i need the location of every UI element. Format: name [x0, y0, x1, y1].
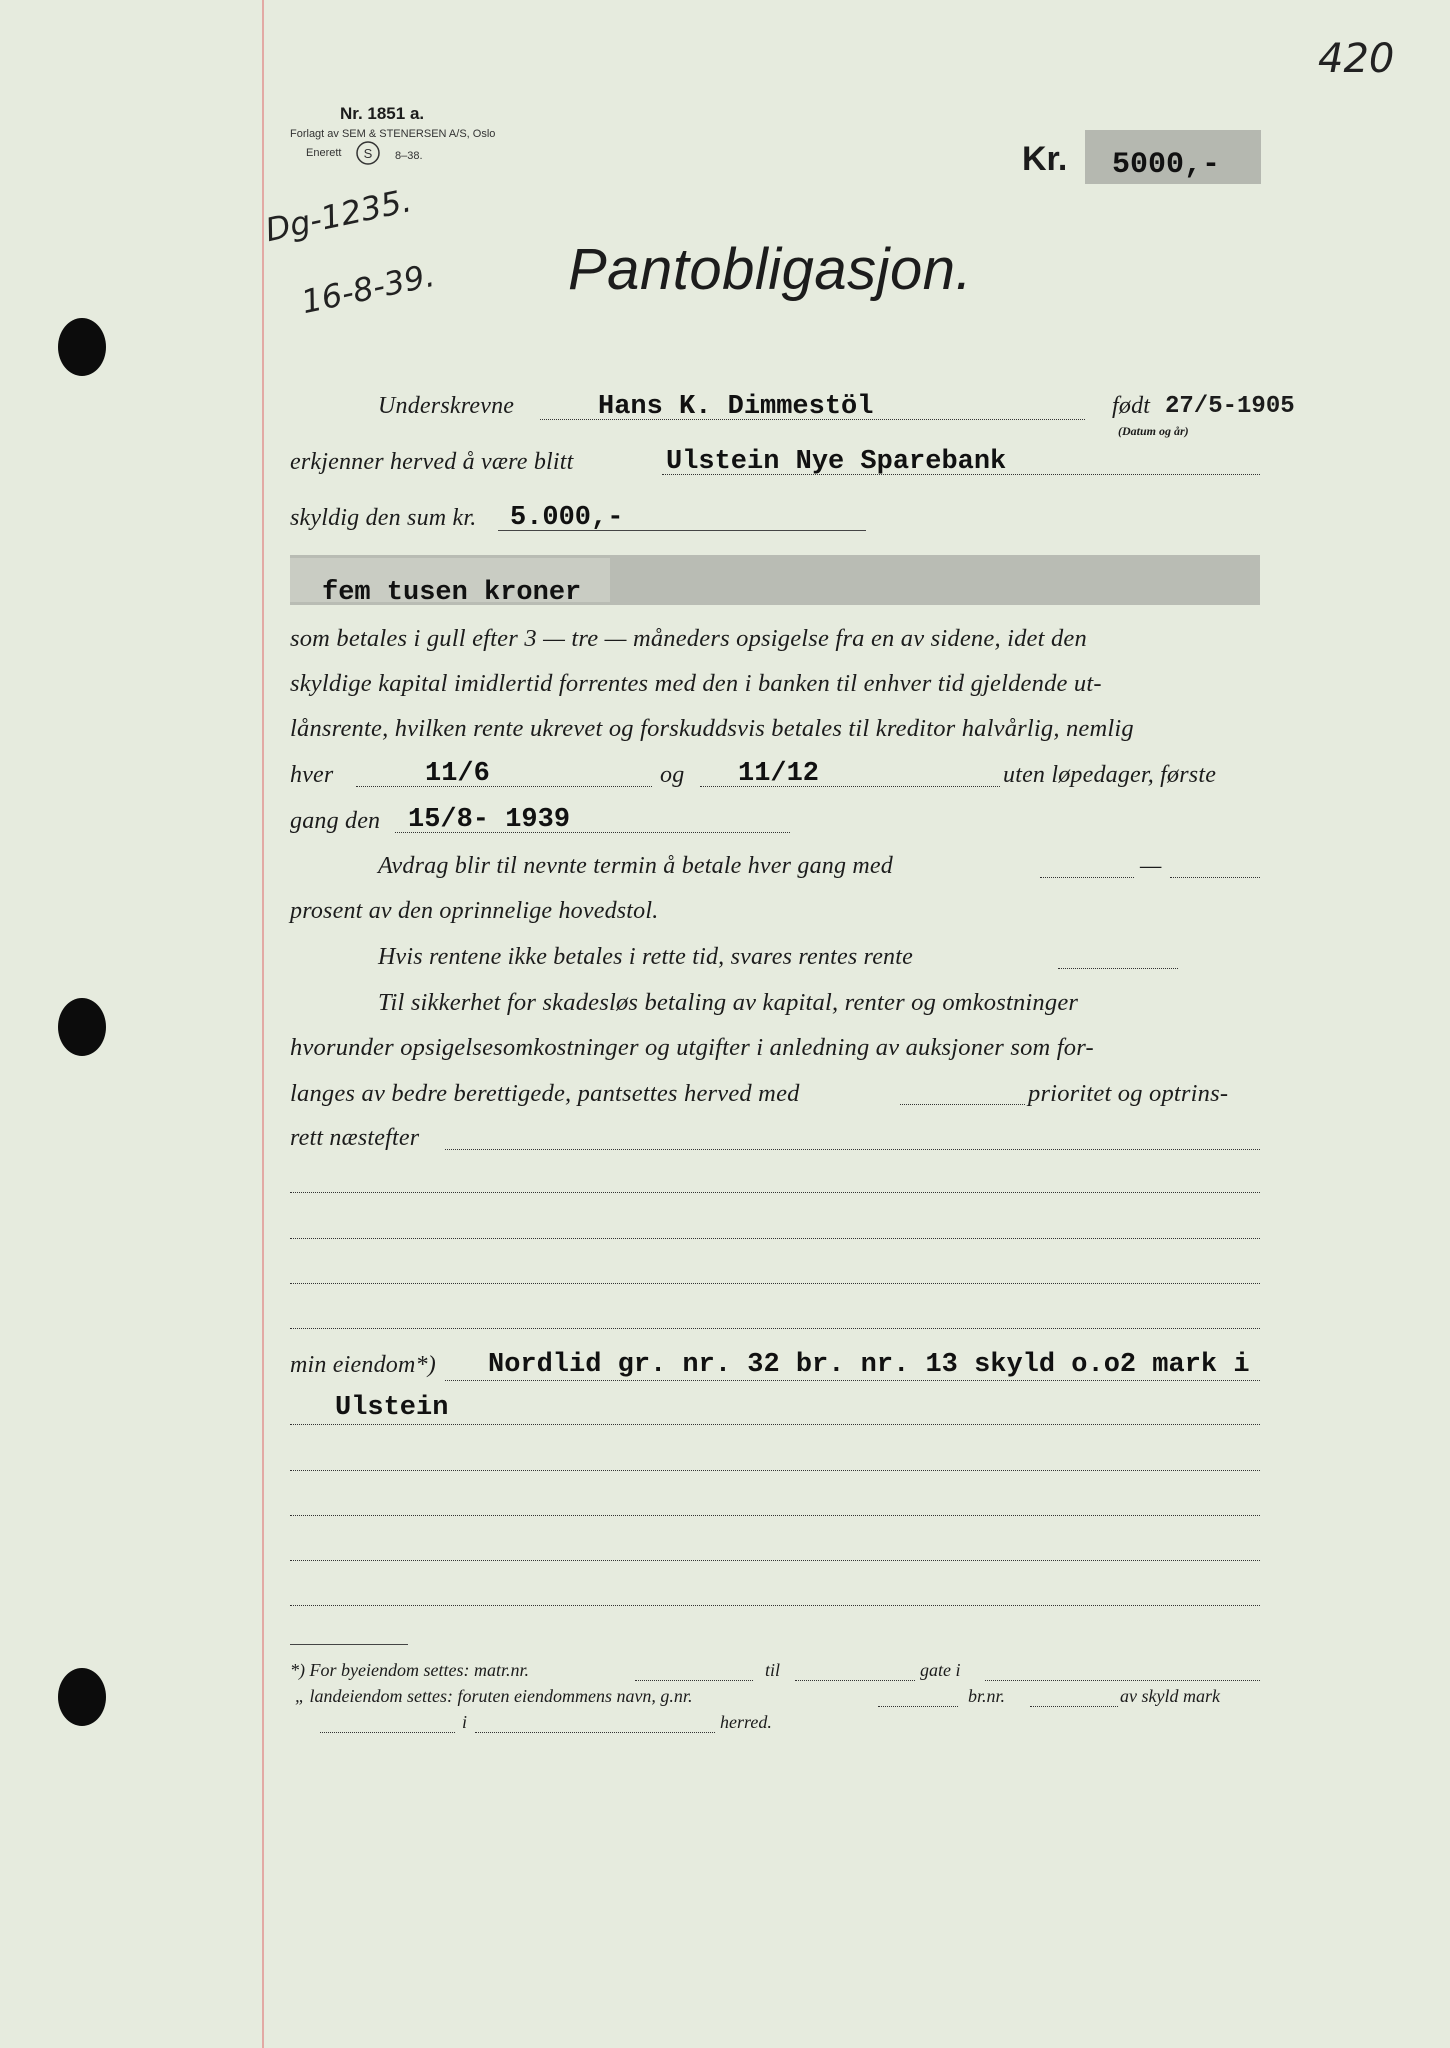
- prior-lien-line: [445, 1149, 1260, 1150]
- footnote-line-2a: „ landeiendom settes: foruten eiendommens navn, g.nr.: [295, 1686, 693, 1706]
- blank-line: [290, 1560, 1260, 1561]
- sikkerhet-line-1: Til sikkerhet for skadesløs betaling av kapital, renter og omkostninger: [378, 989, 1079, 1016]
- property-line-2: [290, 1424, 1260, 1425]
- form-edition: 8–38.: [395, 150, 423, 162]
- punch-hole-middle: [58, 998, 106, 1056]
- blank-line: [290, 1238, 1260, 1239]
- amount-value: 5000,-: [1112, 148, 1221, 182]
- page-number: 420: [1318, 36, 1395, 82]
- form-number: Nr. 1851 a.: [340, 104, 425, 123]
- footnote-line-3a: i: [462, 1712, 468, 1732]
- sum-in-words: fem tusen kroner: [322, 578, 582, 608]
- undersigned-name: Hans K. Dimmestöl: [598, 392, 874, 422]
- footnote-line-1c: gate i: [920, 1660, 961, 1680]
- property-line-1: [445, 1380, 1260, 1381]
- hver-label: hver: [290, 762, 334, 788]
- document-title: Pantobligasjon.: [568, 237, 973, 302]
- blank-line: [290, 1283, 1260, 1284]
- footnote-rule: [290, 1644, 408, 1645]
- punch-hole-bottom: [58, 1668, 106, 1726]
- form-rights: Enerett: [306, 147, 342, 159]
- property-label: min eiendom*): [290, 1352, 436, 1378]
- creditor-name: Ulstein Nye Sparebank: [666, 447, 1007, 477]
- footnote-line-3b: herred.: [720, 1712, 772, 1732]
- sikkerhet-line-2: hvorunder opsigelsesomkostninger og utgifter i anledning av auksjoner som for-: [290, 1034, 1094, 1061]
- avdrag-line-1: [1040, 877, 1134, 878]
- body-line-1: som betales i gull efter 3 — tre — måneders opsigelse fra en av sidene, idet den: [290, 625, 1087, 652]
- footnote-field: [795, 1680, 915, 1681]
- amount-label: Kr.: [1022, 140, 1068, 178]
- avdrag-line-2: [1170, 877, 1260, 878]
- footnote-field: [1030, 1706, 1118, 1707]
- interest-date-1: 11/6: [425, 759, 490, 789]
- blank-line: [290, 1515, 1260, 1516]
- first-payment-date: 15/8- 1939: [408, 805, 571, 835]
- acknowledge-label: erkjenner herved å være blitt: [290, 449, 574, 475]
- footnote-line-1a: *) For byeiendom settes: matr.nr.: [290, 1660, 529, 1680]
- renter-line: [1058, 968, 1178, 969]
- og-label: og: [660, 762, 685, 788]
- date1-line: [356, 786, 652, 787]
- born-hint: (Datum og år): [1118, 424, 1189, 438]
- footnote-line-1b: til: [765, 1660, 781, 1680]
- avdrag-dash: —: [1140, 853, 1162, 879]
- blank-line: [290, 1605, 1260, 1606]
- priority-line: [900, 1104, 1025, 1105]
- born-date: 27/5-1905: [1165, 393, 1295, 420]
- body-line-3: lånsrente, hvilken rente ukrevet og forskuddsvis betales til kreditor halvårlig, nemlig: [290, 715, 1134, 742]
- property-value-line-1: Nordlid gr. nr. 32 br. nr. 13 skyld o.o2 mark i: [488, 1350, 1250, 1380]
- prosent-text: prosent av den oprinnelige hovedstol.: [290, 898, 659, 924]
- sum-label: skyldig den sum kr.: [290, 505, 477, 531]
- uten-label: uten løpedager, første: [1003, 762, 1217, 788]
- blank-line: [290, 1192, 1260, 1193]
- form-publisher: Forlagt av SEM & STENERSEN A/S, Oslo: [290, 128, 496, 140]
- blank-line: [290, 1328, 1260, 1329]
- archive-note-line1: Dg-1235.: [262, 181, 415, 250]
- footnote-field: [985, 1680, 1260, 1681]
- undersigned-label: Underskrevne: [378, 393, 515, 419]
- archive-note-line2: 16-8-39.: [298, 255, 439, 322]
- gang-label: gang den: [290, 808, 381, 834]
- body-line-2: skyldige kapital imidlertid forrentes med den i banken til enhver tid gjeldende ut-: [290, 670, 1102, 697]
- svg-text:S: S: [363, 146, 373, 161]
- footnote-field: [475, 1732, 715, 1733]
- sikkerhet-line-3a: langes av bedre berettigede, pantsettes herved med: [290, 1080, 800, 1107]
- publisher-logo-icon: [355, 140, 381, 166]
- footnote-field: [320, 1732, 455, 1733]
- sikkerhet-line-3b: prioritet og optrins-: [1028, 1080, 1229, 1107]
- punch-hole-top: [58, 318, 106, 376]
- footnote-line-2c: av skyld mark: [1120, 1686, 1220, 1706]
- margin-rule: [262, 0, 264, 2048]
- renter-text: Hvis rentene ikke betales i rette tid, svares rentes rente: [378, 944, 913, 970]
- footnote-field: [635, 1680, 753, 1681]
- avdrag-text: Avdrag blir til nevnte termin å betale hver gang med: [378, 853, 893, 879]
- footnote-line-2b: br.nr.: [968, 1686, 1006, 1706]
- blank-line: [290, 1470, 1260, 1471]
- property-value-line-2: Ulstein: [335, 1393, 449, 1423]
- sum-value: 5.000,-: [510, 503, 624, 533]
- sikkerhet-line-4: rett næstefter: [290, 1125, 420, 1151]
- interest-date-2: 11/12: [738, 759, 820, 789]
- footnote-field: [878, 1706, 958, 1707]
- born-label: født: [1112, 393, 1151, 419]
